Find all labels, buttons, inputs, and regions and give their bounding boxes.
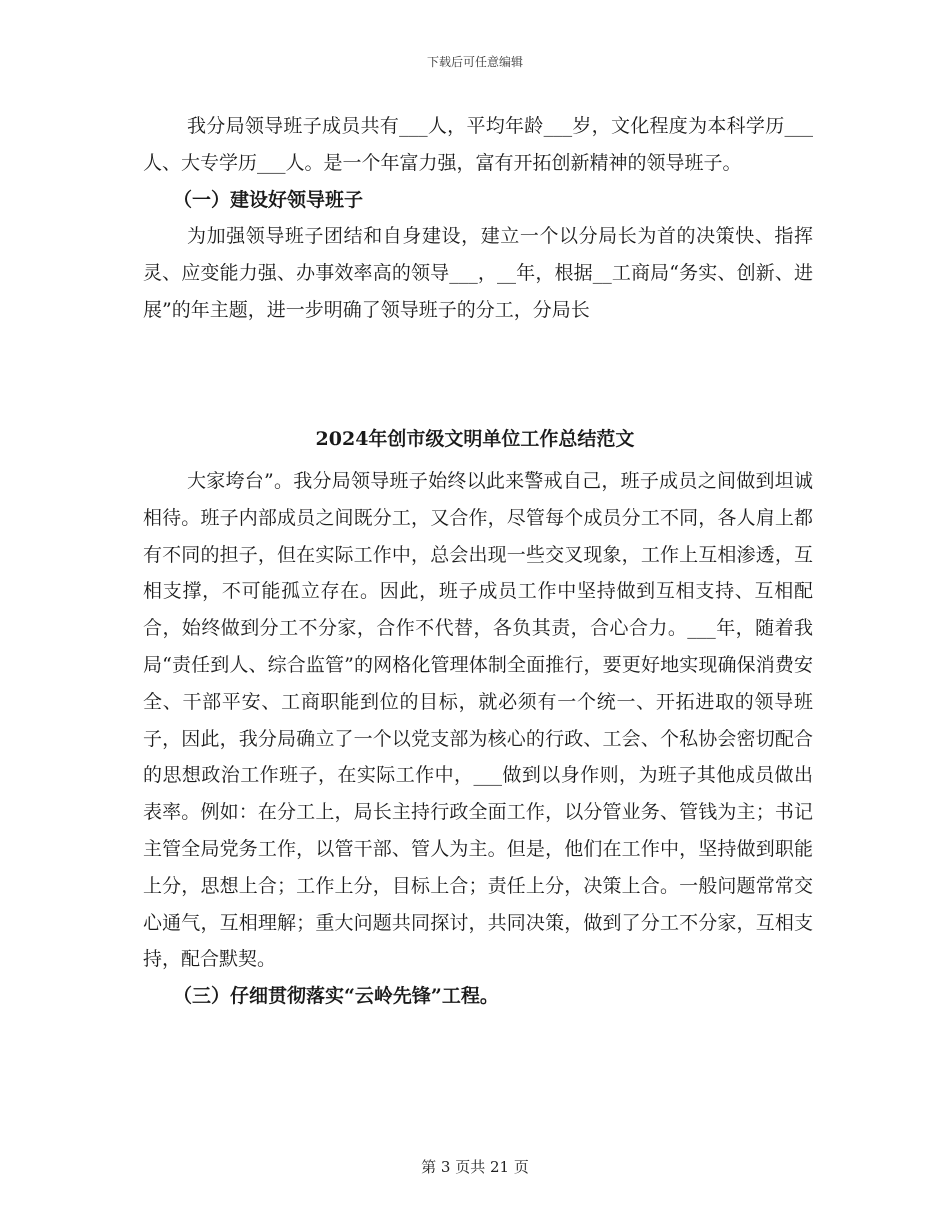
document-title: 2024年创市级文明单位工作总结范文	[315, 428, 635, 450]
paragraph-leadership-building: 为加强领导班子团结和自身建设，建立一个以分局长为首的决策快、指挥灵、应变能力强、办事效率高的领导___，__年，根据__工商局“务实、创新、进展”的年主题，进一步明确了领导班子的分工，分局长	[143, 225, 813, 321]
section-heading-1: （一）建设好领导班子	[173, 188, 364, 211]
page-header: 下载后可任意编辑	[426, 55, 523, 69]
top-section	[143, 108, 813, 329]
page-footer: 第 3 页共 21 页	[421, 1158, 529, 1176]
paragraph-leadership-stats: 我分局领导班子成员共有___人，平均年龄___岁，文化程度为本科学历___人、大专学历___人。是一个年富力强，富有开拓创新精神的领导班子。	[143, 115, 813, 174]
main-section	[143, 463, 813, 1015]
section-heading-3: （三）仔细贯彻落实“云岭先锋”工程。	[173, 985, 499, 1008]
paragraph-team-cooperation: 大家垮台”。我分局领导班子始终以此来警戒自己，班子成员之间做到坦诚相待。班子内部成员之间既分工，又合作，尽管每个成员分工不同，各人肩上都有不同的担子，但在实际工作中，总会出现一些交叉现象，工作上互相渗透，互相支撑，不可能孤立存在。因此，班子成员工作中坚持做到互相支持、互相配合，始终做到分工不分家，合作不代替，各负其责，合心合力。___年，随着我局“责任到人、综合监管”的网格化管理体制全面推行，要更好地实现确保消费安全、干部平安、工商职能到位的目标，就必须有一个统一、开拓进取的领导班子，因此，我分局确立了一个以党支部为核心的行政、工会、个私协会密切配合的思想政治工作班子，在实际工作中，___做到以身作则，为班子其他成员做出表率。例如：在分工上，局长主持行政全面工作，以分管业务、管钱为主；书记主管全局党务工作，以管干部、管人为主。但是，他们在工作中，坚持做到职能上分，思想上合；工作上分，目标上合；责任上分，决策上合。一般问题常常交心通气，互相理解；重大问题共同探讨，共同决策，做到了分工不分家，互相支持，配合默契。	[143, 470, 813, 971]
